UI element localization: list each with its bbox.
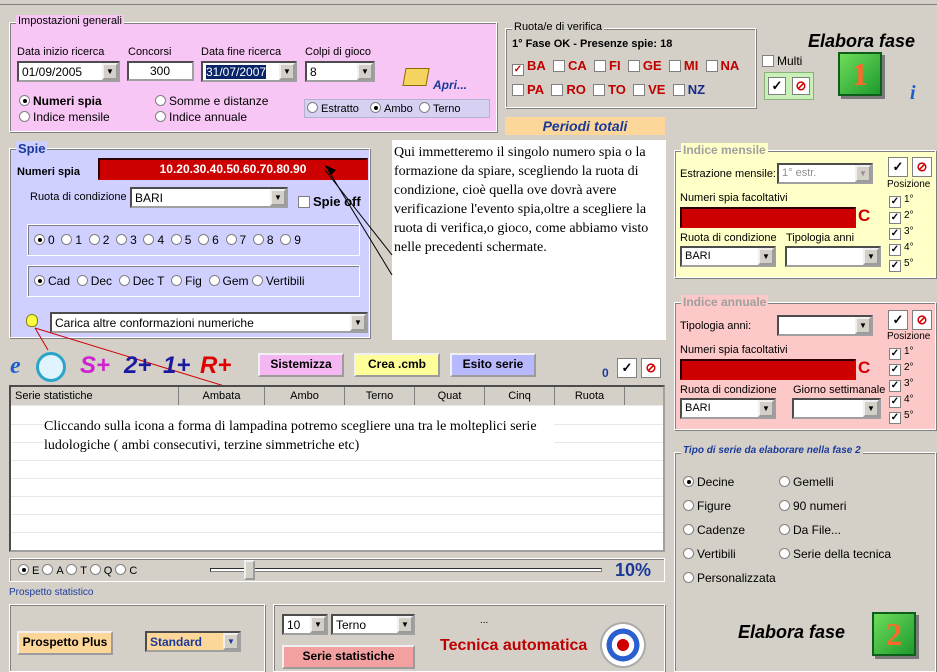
- check-all-icon[interactable]: ✓: [888, 157, 908, 177]
- checkbox-icon[interactable]: ✓: [513, 64, 523, 75]
- elabora-fase-2-button[interactable]: 2: [872, 612, 916, 656]
- tipologia-anni-label: Tipologia anni:: [680, 320, 752, 332]
- tipo-right-column: [779, 470, 891, 566]
- data-fine-label: Data fine ricerca: [201, 46, 282, 58]
- prospetto-statistico-link[interactable]: Prospetto statistico: [9, 587, 94, 598]
- panel-legend: Ruota/e di verifica: [514, 21, 603, 33]
- ruota-condizione-label: Ruota di condizione: [680, 384, 777, 396]
- numeri-facoltativi-input[interactable]: [680, 359, 856, 380]
- radio-icon[interactable]: [683, 548, 694, 559]
- clear-all-icon[interactable]: ⊘: [641, 358, 661, 378]
- checkbox-icon[interactable]: ✓: [890, 196, 900, 207]
- col-header[interactable]: Cinq: [485, 387, 555, 405]
- tipo-label: 90 numeri: [793, 499, 847, 513]
- mensile-tipologia-select[interactable]: [785, 246, 881, 267]
- radio-c[interactable]: [115, 565, 137, 577]
- note-1-text: Qui immetteremo il singolo numero spia o la formazione da spiare, scegliendo la ruota di condizione, cioè quella ove dovrà avere verificazione l'evento spia,oltre a scegliere la ruota di verifica,o gioco, come abbiamo visto nelle precedenti schermate.: [394, 145, 649, 255]
- radio-icon[interactable]: [683, 524, 694, 535]
- clear-all-icon[interactable]: ⊘: [912, 157, 932, 177]
- chevron-down-icon[interactable]: ▼: [758, 400, 774, 417]
- pos-label: 1°: [904, 194, 914, 205]
- concorsi-input[interactable]: 300: [127, 61, 194, 81]
- pos-2[interactable]: [889, 208, 914, 224]
- panel-legend: Spie: [18, 141, 46, 156]
- wheel-label: PA: [527, 82, 545, 97]
- wheel-label: VE: [648, 82, 666, 97]
- annuale-positions: [889, 344, 914, 424]
- elabora-fase-1-label: Elabora fase: [808, 31, 916, 51]
- checkbox-icon[interactable]: ✓: [890, 380, 900, 391]
- clear-all-icon[interactable]: ⊘: [912, 310, 932, 330]
- pos-label: 5°: [904, 410, 914, 421]
- ruota-value: BARI: [685, 402, 711, 414]
- tipo-label: Personalizzata: [697, 571, 776, 585]
- opt-label: Somme e distanze: [169, 94, 269, 108]
- checkbox-icon[interactable]: ✓: [890, 348, 900, 359]
- digit-label: 5: [184, 233, 192, 247]
- esito-serie-button[interactable]: Esito serie: [450, 353, 536, 377]
- panel-legend: Impostazioni generali: [18, 15, 122, 27]
- check-all-icon[interactable]: ✓: [768, 77, 786, 95]
- numeri-spia-label: Numeri spia: [17, 166, 80, 178]
- digit-label: 3: [130, 233, 137, 247]
- col-header[interactable]: Ambo: [265, 387, 345, 405]
- annotation-note-2: [44, 417, 554, 459]
- pos-4[interactable]: [889, 240, 914, 256]
- pos-4[interactable]: [889, 392, 914, 408]
- chevron-down-icon[interactable]: ▼: [270, 189, 286, 206]
- pos-label: 4°: [904, 242, 914, 253]
- radio-icon[interactable]: [90, 564, 101, 575]
- colpi-tecnica-value: 10: [287, 618, 301, 632]
- ruota-condizione-label: Ruota di condizione: [30, 191, 127, 203]
- radio-icon[interactable]: [683, 572, 694, 583]
- arrow-line: [325, 170, 392, 255]
- c-label: C: [858, 206, 871, 225]
- arrow-head: [325, 165, 336, 175]
- digit-label: 4: [157, 233, 165, 247]
- radio-q[interactable]: [90, 565, 113, 577]
- crea-cmb-button[interactable]: Crea .cmb: [354, 353, 440, 377]
- digit-label: 1: [75, 233, 83, 247]
- checkbox-icon[interactable]: ✓: [890, 364, 900, 375]
- c-label: C: [858, 358, 871, 377]
- opt-label: Indice annuale: [169, 110, 248, 124]
- estrazione-mensile-label: Estrazione mensile:: [680, 168, 776, 180]
- annuale-ruota-select[interactable]: [680, 398, 776, 419]
- col-header[interactable]: Serie statistiche: [11, 387, 179, 405]
- wheel-label: BA: [527, 58, 546, 73]
- col-header[interactable]: Quat: [415, 387, 485, 405]
- type-label: Fig: [185, 274, 202, 288]
- type-label: Dec: [90, 274, 113, 288]
- target-icon[interactable]: [600, 622, 646, 668]
- radio-label: Q: [103, 565, 113, 577]
- tipo-decine[interactable]: [683, 470, 776, 494]
- data-inizio-value: 01/09/2005: [22, 65, 83, 79]
- percent-slider-track[interactable]: [210, 568, 602, 572]
- tipo-figure[interactable]: [683, 494, 776, 518]
- chevron-down-icon[interactable]: ▼: [279, 63, 295, 80]
- radio-icon[interactable]: [779, 524, 790, 535]
- percent-slider-thumb[interactable]: [244, 560, 255, 580]
- tipo-90-numeri[interactable]: [779, 494, 891, 518]
- ruota-value: BARI: [135, 191, 164, 205]
- pos-label: 5°: [904, 258, 914, 269]
- tipo-serie-tecnica[interactable]: [779, 542, 891, 566]
- tipo-cadenze[interactable]: [683, 518, 776, 542]
- checkbox-icon[interactable]: ✓: [890, 244, 900, 255]
- pos-2[interactable]: [889, 360, 914, 376]
- tipo-left-column: [683, 470, 776, 590]
- chevron-down-icon[interactable]: ▼: [223, 633, 239, 650]
- radio-icon[interactable]: [779, 500, 790, 511]
- annuale-giorno-select[interactable]: [792, 398, 881, 419]
- numeri-facoltativi-label: Numeri spia facoltativi: [680, 192, 788, 204]
- pos-label: 2°: [904, 210, 914, 221]
- pos-1[interactable]: [889, 344, 914, 360]
- tecnica-dots: ...: [480, 615, 489, 626]
- ruota-condizione-label: Ruota di condizione: [680, 232, 777, 244]
- elabora-fase-1-button[interactable]: 1: [838, 52, 882, 96]
- radio-icon[interactable]: [779, 476, 790, 487]
- radio-label: T: [80, 565, 87, 577]
- pos-label: 3°: [904, 226, 914, 237]
- tipo-label: Vertibili: [697, 547, 736, 561]
- wheel-label: MI: [683, 58, 699, 73]
- numeri-spia-input[interactable]: 10.20.30.40.50.60.70.80.90: [98, 158, 368, 180]
- sorte-tecnica-select[interactable]: [331, 614, 415, 635]
- panel-legend: Indice annuale: [683, 295, 767, 309]
- radio-icon[interactable]: [683, 476, 694, 487]
- tipo-label: Da File...: [793, 523, 842, 537]
- chevron-down-icon[interactable]: ▼: [102, 63, 118, 80]
- tipo-gemelli[interactable]: [779, 470, 891, 494]
- colpi-label: Colpi di gioco: [305, 46, 372, 58]
- chevron-down-icon[interactable]: ▼: [863, 400, 879, 417]
- digit-label: 6: [212, 233, 219, 247]
- explorer-icon[interactable]: e: [10, 353, 21, 379]
- info-icon[interactable]: i: [910, 82, 916, 104]
- checkbox-icon[interactable]: ✓: [890, 212, 900, 223]
- checkbox-icon[interactable]: ✓: [890, 260, 900, 271]
- tipo-personalizzata[interactable]: [683, 566, 776, 590]
- digit-label: 2: [102, 233, 110, 247]
- type-label: Vertibili: [265, 274, 305, 288]
- mensile-ruota-select[interactable]: [680, 246, 776, 267]
- ruota-value: BARI: [685, 250, 711, 262]
- chevron-down-icon[interactable]: ▼: [397, 616, 413, 633]
- check-all-icon[interactable]: ✓: [617, 358, 637, 378]
- chevron-down-icon[interactable]: ▼: [357, 63, 373, 80]
- col-header[interactable]: Terno: [345, 387, 415, 405]
- fase-status: 1° Fase OK - Presenze spie: 18: [512, 38, 673, 50]
- digit-label: 9: [294, 233, 301, 247]
- elabora-fase-2-label: Elabora fase: [738, 622, 846, 642]
- digit-label: 0: [48, 233, 55, 247]
- apri-button[interactable]: Apri...: [433, 78, 468, 92]
- concorsi-label: Concorsi: [128, 46, 172, 58]
- wheel-label: TO: [608, 82, 626, 97]
- radio-icon[interactable]: [779, 548, 790, 559]
- tipo-label: Cadenze: [697, 523, 746, 537]
- magnifier-icon[interactable]: [36, 352, 66, 382]
- digit-label: 7: [239, 233, 247, 247]
- sorte-tecnica-value: Terno: [336, 618, 367, 632]
- spie-off-label: Spie off: [313, 194, 361, 209]
- pos-3[interactable]: [889, 376, 914, 392]
- posizione-label: Posizione: [887, 179, 931, 190]
- estrazione-mensile-select[interactable]: [777, 163, 873, 184]
- standard-select[interactable]: [145, 631, 241, 652]
- panel-legend: Tipo di serie da elaborare nella fase 2: [683, 445, 861, 456]
- estrazione-value: 1° estr.: [782, 167, 817, 179]
- percent-value: 10%: [615, 560, 652, 580]
- chevron-down-icon[interactable]: ▼: [855, 317, 871, 334]
- pos-5[interactable]: [889, 256, 914, 272]
- chevron-down-icon[interactable]: ▼: [855, 165, 871, 182]
- wheel-label: CA: [568, 58, 587, 73]
- serie-statistiche-button[interactable]: Serie statistiche: [282, 645, 415, 669]
- periodi-totali: Periodi totali: [505, 117, 665, 135]
- panel-legend: Indice mensile: [683, 143, 766, 157]
- mensile-positions: [889, 192, 914, 272]
- pos-label: 1°: [904, 346, 914, 357]
- radio-label: A: [56, 565, 64, 577]
- type-label: Cad: [48, 274, 71, 288]
- radio-t[interactable]: [66, 565, 87, 577]
- chevron-down-icon[interactable]: ▼: [350, 314, 366, 331]
- type-label: Gem: [222, 274, 249, 288]
- chevron-down-icon[interactable]: ▼: [758, 248, 774, 265]
- pos-3[interactable]: [889, 224, 914, 240]
- colpi-tecnica-select[interactable]: [282, 614, 328, 635]
- pos-1[interactable]: [889, 192, 914, 208]
- arrow-line: [325, 165, 392, 275]
- col-header[interactable]: Ambata: [179, 387, 265, 405]
- type-label: Dec T: [132, 274, 165, 288]
- series-count: 0: [602, 366, 609, 380]
- prospetto-plus-button[interactable]: Prospetto Plus: [17, 631, 113, 655]
- giorno-settimanale-label: Giorno settimanale: [793, 384, 886, 396]
- sorte-radios: [18, 564, 137, 577]
- radio-label: C: [129, 565, 138, 577]
- data-inizio-label: Data inizio ricerca: [17, 46, 105, 58]
- tipo-da-file[interactable]: [779, 518, 891, 542]
- numeri-facoltativi-label: Numeri spia facoltativi: [680, 344, 788, 356]
- radio-a[interactable]: [42, 565, 63, 577]
- one-plus-button[interactable]: 1+: [163, 352, 191, 379]
- pos-label: 4°: [904, 394, 914, 405]
- radio-label: E: [32, 565, 40, 577]
- radio-icon[interactable]: [683, 500, 694, 511]
- opt-label: Terno: [433, 103, 461, 115]
- digit-label: 8: [266, 233, 274, 247]
- carica-value: Carica altre conformazioni numeriche: [55, 316, 254, 330]
- radio-icon[interactable]: [42, 564, 53, 575]
- col-header[interactable]: Ruota: [555, 387, 625, 405]
- pos-label: 2°: [904, 362, 914, 373]
- wheel-label: RO: [566, 82, 586, 97]
- colpi-value: 8: [310, 65, 317, 79]
- two-plus-button[interactable]: 2+: [124, 352, 152, 379]
- radio-icon[interactable]: [18, 564, 29, 575]
- tipo-label: Figure: [697, 499, 732, 513]
- grid-header: [11, 387, 663, 405]
- tipologia-anni-label: Tipologia anni: [786, 232, 855, 244]
- checkbox-icon[interactable]: ✓: [890, 412, 900, 423]
- opt-label: Ambo: [384, 103, 413, 115]
- tipo-label: Gemelli: [793, 475, 834, 489]
- numeri-facoltativi-input[interactable]: [680, 207, 856, 228]
- opt-label: Numeri spia: [33, 94, 102, 108]
- opt-label: Indice mensile: [33, 110, 110, 124]
- r-plus-button[interactable]: R+: [200, 352, 232, 379]
- radio-icon[interactable]: [66, 564, 77, 575]
- chevron-down-icon[interactable]: ▼: [310, 616, 326, 633]
- pos-label: 3°: [904, 378, 914, 389]
- tipo-vertibili[interactable]: [683, 542, 776, 566]
- annuale-tipologia-select[interactable]: [777, 315, 873, 336]
- standard-value: Standard: [150, 635, 203, 649]
- wheel-label: FI: [609, 58, 621, 73]
- tipo-label: Decine: [697, 475, 735, 489]
- note-2-text: Cliccando sulla icona a forma di lampadina potremo scegliere una tra le molteplici serie ludologiche ( ambi consecutivi, terzine simmetriche etc): [44, 419, 537, 453]
- clear-all-icon[interactable]: ⊘: [792, 77, 810, 95]
- s-plus-button[interactable]: S+: [80, 352, 111, 379]
- opt-label: Estratto: [321, 103, 359, 115]
- multi-label: Multi: [777, 54, 803, 68]
- wheel-label: NZ: [687, 82, 706, 97]
- sistemizza-button[interactable]: Sistemizza: [258, 353, 344, 377]
- wheel-label: NA: [720, 58, 740, 73]
- radio-e[interactable]: [18, 565, 39, 577]
- posizione-label: Posizione: [887, 331, 931, 342]
- wheel-label: GE: [642, 58, 662, 73]
- tipo-label: Serie della tecnica: [793, 547, 892, 561]
- checkbox-icon[interactable]: ✓: [890, 396, 900, 407]
- data-fine-value: 31/07/2007: [206, 65, 267, 79]
- series-grid[interactable]: [9, 385, 665, 552]
- chevron-down-icon[interactable]: ▼: [863, 248, 879, 265]
- pos-5[interactable]: [889, 408, 914, 424]
- checkbox-icon[interactable]: ✓: [890, 228, 900, 239]
- check-all-icon[interactable]: ✓: [888, 310, 908, 330]
- tecnica-automatica-label: Tecnica automatica: [440, 637, 588, 654]
- radio-icon[interactable]: [115, 564, 126, 575]
